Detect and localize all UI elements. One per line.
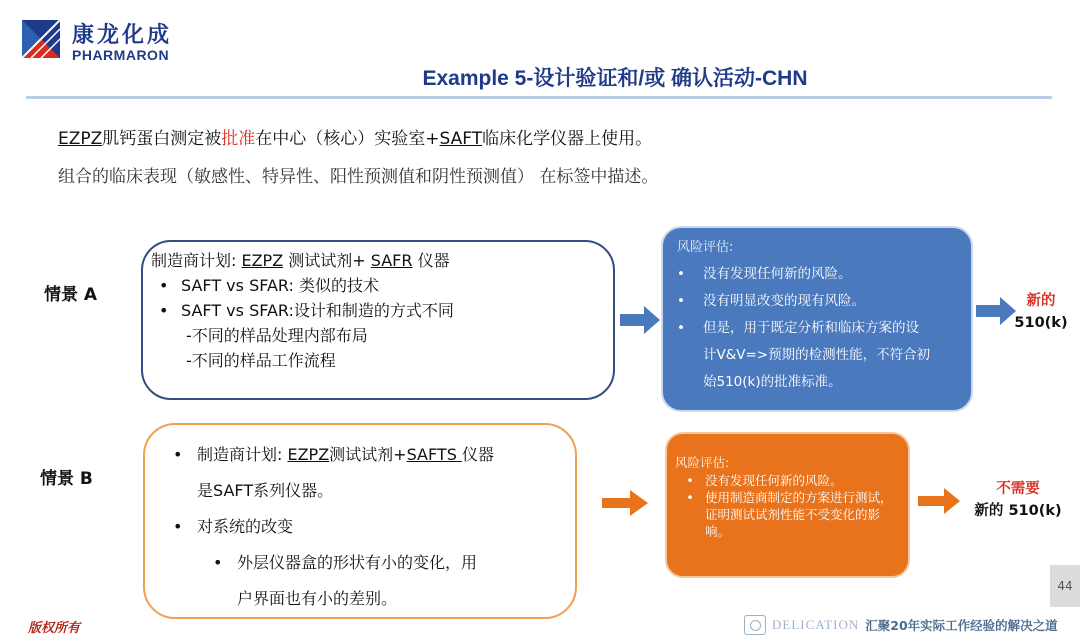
plan-a-bullet-1-text: SAFT vs SFAR: 类似的技术	[181, 276, 380, 295]
page-number: 44	[1050, 565, 1080, 607]
plan-b-sub-bullet-cont: 户界面也有小的差别。	[237, 589, 398, 608]
logo-english-name: PHARMARON	[72, 47, 170, 63]
risk-b-title: 风险评估:	[675, 455, 730, 470]
bullet-icon: •	[173, 517, 183, 536]
scenario-b-plan-box	[143, 423, 577, 619]
plan-a-sub-2: -不同的样品工作流程	[186, 351, 336, 370]
scenario-b-label: 情景 B	[40, 469, 93, 489]
plan-a-bullet-2-text: SAFT vs SFAR:设计和制造的方式不同	[181, 301, 454, 320]
risk-a-item-3-line-2: 计V&V=>预期的检测性能，不符合初	[703, 347, 931, 363]
intro-line-1	[58, 124, 652, 149]
risk-b-item-1	[675, 472, 900, 489]
slide-title: Example 5-设计验证和/或 确认活动-CHN	[422, 67, 808, 90]
risk-b-item-2-text: 使用制造商制定的方案进行测试，证明测试试剂性能不受变化的影响。	[705, 490, 893, 539]
scenario-a-outcome	[1010, 290, 1072, 334]
plan-b-instrument: SAFTS	[406, 445, 462, 464]
bullet-icon: •	[686, 490, 694, 505]
bullet-icon: •	[677, 266, 685, 282]
risk-a-item-3	[677, 315, 961, 342]
bullet-icon: •	[677, 320, 685, 336]
outcome-b-line-2: 新的 510(k)	[974, 503, 1062, 519]
intro-instrument: SAFT	[439, 129, 483, 149]
risk-a-item-1	[677, 261, 961, 288]
plan-a-mid: 测试试剂+	[283, 251, 371, 270]
risk-a-title: 风险评估:	[677, 240, 734, 255]
plan-b-sub-bullet-text: 外层仪器盒的形状有小的变化，用	[237, 553, 478, 572]
plan-a-suffix: 仪器	[412, 251, 450, 270]
bullet-icon: •	[213, 553, 223, 572]
scenario-a-plan-box	[141, 240, 615, 400]
risk-a-item-1-text: 没有发现任何新的风险。	[703, 266, 852, 282]
plan-a-instrument: SAFR	[370, 251, 413, 270]
plan-b-bullet-2	[145, 509, 575, 545]
bullet-icon: •	[173, 445, 183, 464]
watermark-brand: DELICATION	[772, 617, 860, 632]
plan-a-sub-1: -不同的样品处理内部布局	[186, 326, 368, 345]
outcome-b-line-1: 不需要	[996, 481, 1040, 497]
logo-chinese-name: 康龙化成	[72, 22, 173, 48]
bullet-icon: •	[159, 276, 169, 295]
plan-b-bullet-2-text: 对系统的改变	[197, 517, 294, 536]
plan-a-prefix: 制造商计划:	[151, 251, 242, 270]
watermark-logo-icon	[744, 615, 766, 635]
intro-text-1: 肌钙蛋白测定被	[102, 129, 222, 149]
plan-b-bullet-1	[145, 437, 575, 473]
outcome-a-line-2: 510(k)	[1014, 315, 1068, 331]
plan-b-mid: 测试试剂+	[329, 445, 407, 464]
pharmaron-logo-icon	[22, 20, 60, 58]
outcome-a-line-1: 新的	[1026, 293, 1056, 309]
title-divider	[26, 96, 1052, 99]
risk-a-item-3-line-1: 但是，用于既定分析和临床方案的设	[703, 320, 919, 336]
plan-b-bullet-1-cont: 是SAFT系列仪器。	[197, 481, 334, 500]
arrow-right-icon	[602, 490, 648, 516]
scenario-b-risk-box	[665, 432, 910, 578]
risk-a-item-2	[677, 288, 961, 315]
scenario-b-outcome	[966, 478, 1070, 522]
intro-text-3: 临床化学仪器上使用。	[482, 129, 653, 149]
intro-approved: 批准	[221, 129, 256, 149]
plan-a-reagent: EZPZ	[241, 251, 284, 270]
watermark-text: 汇聚20年实际工作经验的解决之道	[865, 618, 1058, 633]
intro-text-2: 在中心（核心）实验室+	[255, 129, 440, 149]
plan-b-prefix: 制造商计划:	[197, 445, 288, 464]
plan-b-suffix: 仪器	[461, 445, 494, 464]
arrow-right-icon	[620, 306, 660, 334]
bullet-icon: •	[159, 301, 169, 320]
risk-b-item-2	[675, 489, 900, 540]
risk-b-item-1-text: 没有发现任何新的风险。	[705, 473, 843, 488]
arrow-right-icon	[918, 488, 960, 514]
bullet-icon: •	[686, 473, 694, 488]
plan-a-bullet-2	[151, 298, 613, 323]
risk-a-item-3-line-3: 始510(k)的批准标准。	[703, 374, 842, 390]
scenario-a-label: 情景 A	[44, 285, 98, 305]
intro-line-2: 组合的临床表现（敏感性、特异性、阳性预测值和阴性预测值） 在标签中描述。	[58, 167, 659, 187]
plan-a-bullet-1	[151, 273, 613, 298]
intro-reagent: EZPZ	[58, 129, 103, 149]
plan-a-heading	[151, 248, 613, 273]
plan-b-sub-bullet	[145, 545, 575, 581]
scenario-a-risk-box	[661, 226, 973, 412]
risk-a-item-2-text: 没有明显改变的现有风险。	[703, 293, 865, 309]
watermark	[744, 612, 1058, 638]
plan-b-reagent: EZPZ	[287, 445, 330, 464]
bullet-icon: •	[677, 293, 685, 309]
copyright-text: 版权所有	[28, 621, 81, 636]
